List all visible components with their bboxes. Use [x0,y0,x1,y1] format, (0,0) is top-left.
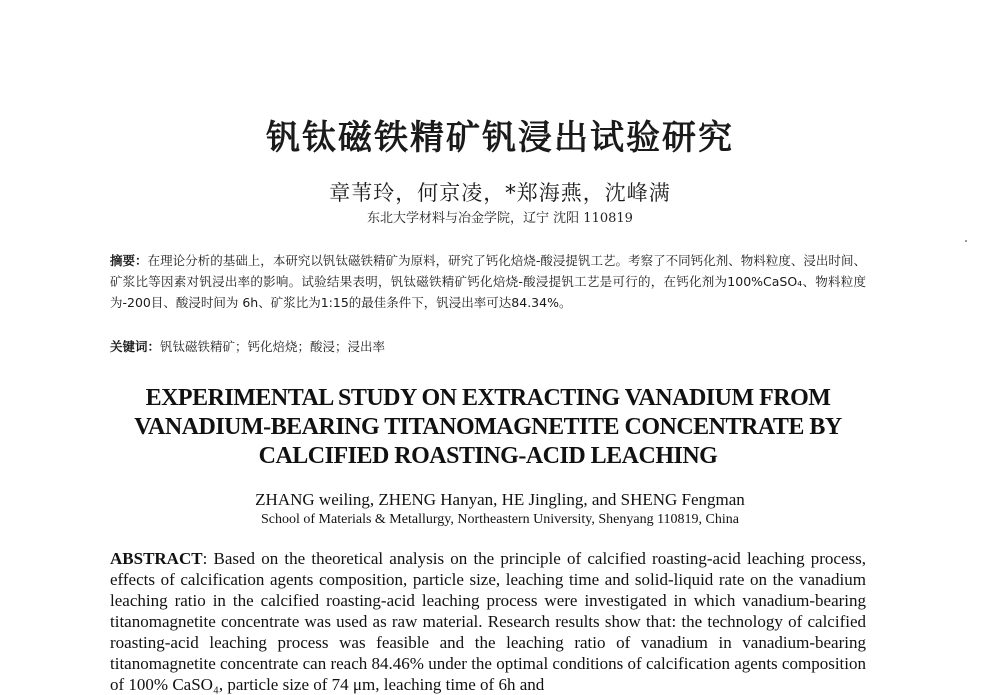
chinese-title: 钒钛磁铁精矿钒浸出试验研究 [266,118,734,158]
english-affiliation: School of Materials & Metallurgy, Northeastern University, Shenyang 110819, China [261,512,739,527]
scan-speck [965,240,967,242]
chinese-keywords-text: 钒钛磁铁精矿；钙化焙烧；酸浸；浸出率 [160,339,386,354]
chinese-abstract [110,250,866,313]
english-authors: ZHANG weiling, ZHENG Hanyan, HE Jingling, and SHENG Fengman [255,490,745,509]
chinese-abstract-label: 摘要： [110,253,148,268]
chinese-keywords [110,336,866,357]
chinese-affiliation: 东北大学材料与冶金学院，辽宁 沈阳 110819 [367,211,633,226]
chinese-abstract-text: 在理论分析的基础上，本研究以钒钛磁铁精矿为原料，研究了钙化焙烧-酸浸提钒工艺。考察了不同钙化剂、物料粒度、浸出时间、矿浆比等因素对钒浸出率的影响。试验结果表明，钒钛磁铁精矿钙化焙烧-酸浸提钒工艺是可行的，在钙化剂为100%CaSO₄、物料粒度为-200目、酸浸时间为 6h、矿浆比为1:15的最佳条件下，钒浸出率可达84.34%。 [110,253,866,310]
chinese-authors: 章苇玲，何京凌，*郑海燕，沈峰满 [329,181,671,205]
chinese-keywords-label: 关键词： [110,339,161,354]
english-title: EXPERIMENTAL STUDY ON EXTRACTING VANADIUM FROM VANADIUM-BEARING TITANOMAGNETITE CONCENTRATE BY CALCIFIED ROASTING-ACID LEACHING [134,385,842,469]
english-abstract [110,548,866,695]
english-abstract-label: ABSTRACT [110,549,203,568]
english-abstract-text: : Based on the theoretical analysis on the principle of calcified roasting-acid leaching process, effects of calcification agents composition, particle size, leaching time and solid-liquid rate on the vanadium leaching ratio in the calcified roasting-acid leaching process were investigated in which vanadium-bearing titanomagnetite concentrate was used as raw material. Research results show that: the technology of calcified roasting-acid leaching process was feasible and the leaching ratio of vanadium in vanadium-bearing titanomagnetite concentrate can reach 84.46% under the optimal conditions of calcification agents composition of 100% CaSO₄, particle size of 74 μm, leaching time of 6h and [110,549,866,694]
